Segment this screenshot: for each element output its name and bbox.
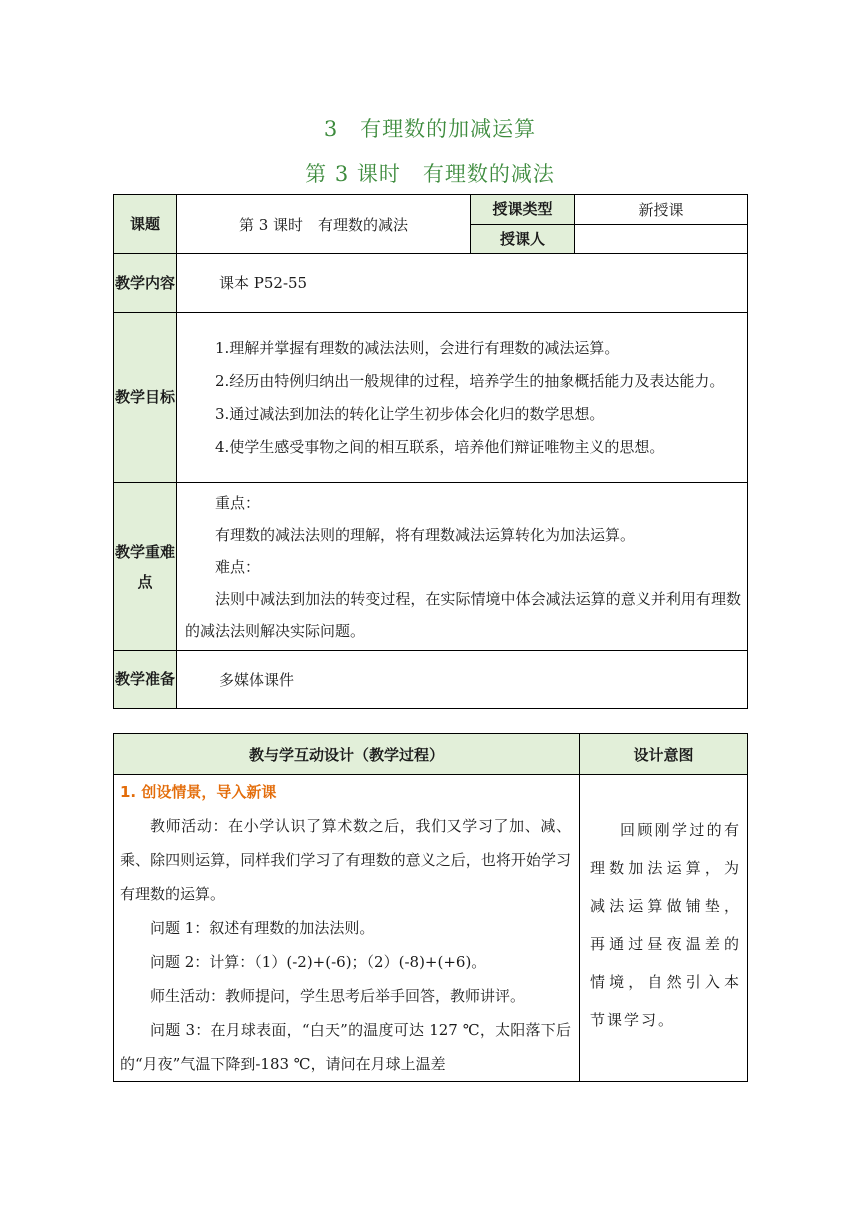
page-subtitle: 第 3 课时 有理数的减法 — [305, 162, 555, 186]
page-title: 3 有理数的加减运算 — [323, 117, 537, 141]
goal-item: 4.使学生感受事物之间的相互联系，培养他们辩证唯物主义的思想。 — [215, 437, 665, 456]
difficulty-heading: 难点： — [215, 557, 261, 576]
key-difficulty-label: 教学重难点 — [114, 483, 177, 651]
process-paragraph: 问题 1：叙述有理数的加法法则。 — [150, 919, 375, 937]
lesson-info-table — [113, 194, 748, 709]
key-point-heading: 重点： — [215, 493, 261, 512]
difficulty-text: 法则中减法到加法的转变过程，在实际情境中体会减法运算的意义并利用有理数的减法法则解决实际问题。 — [185, 589, 741, 640]
design-intent-text: 回顾刚学过的有理数加法运算，为减法运算做铺垫，再通过昼夜温差的情境，自然引入本节课学习。 — [590, 821, 741, 1029]
lesson-type-label: 授课类型 — [471, 195, 575, 225]
topic-label: 课题 — [114, 195, 177, 254]
prep-label: 教学准备 — [114, 651, 177, 709]
process-paragraph: 问题 3：在月球表面，“白天”的温度可达 127 ℃，太阳落下后的“月夜”气温下降到-183 ℃，请问在月球上温差 — [120, 1021, 571, 1073]
goal-item: 1.理解并掌握有理数的减法法则，会进行有理数的减法运算。 — [215, 338, 620, 357]
process-paragraph: 师生活动：教师提问，学生思考后举手回答，教师讲评。 — [150, 987, 526, 1005]
process-paragraph: 教师活动：在小学认识了算术数之后，我们又学习了加、减、乘、除四则运算，同样我们学习了有理数的意义之后，也将开始学习有理数的运算。 — [120, 817, 571, 903]
goal-item: 2.经历由特例归纳出一般规律的过程，培养学生的抽象概括能力及表达能力。 — [215, 371, 725, 390]
teacher-value — [575, 225, 748, 254]
content-value: 课本 P52-55 — [177, 254, 748, 313]
goals-label: 教学目标 — [114, 313, 177, 483]
topic-value: 第 3 课时 有理数的减法 — [177, 195, 471, 254]
intent-column-header: 设计意图 — [580, 734, 748, 775]
content-label: 教学内容 — [114, 254, 177, 313]
goal-item: 3.通过减法到加法的转化让学生初步体会化归的数学思想。 — [215, 404, 605, 423]
lesson-type-value: 新授课 — [575, 195, 748, 225]
process-column-header: 教与学互动设计（教学过程） — [114, 734, 580, 775]
process-paragraph: 问题 2：计算：（1）(-2)+(-6)；（2）(-8)+(+6)。 — [150, 953, 487, 971]
teaching-process-table — [113, 733, 748, 1082]
key-point-text: 有理数的减法法则的理解，将有理数减法运算转化为加法运算。 — [215, 525, 636, 544]
prep-value: 多媒体课件 — [177, 651, 748, 709]
teacher-label: 授课人 — [471, 225, 575, 254]
section-title: 1. 创设情景，导入新课 — [120, 783, 277, 801]
